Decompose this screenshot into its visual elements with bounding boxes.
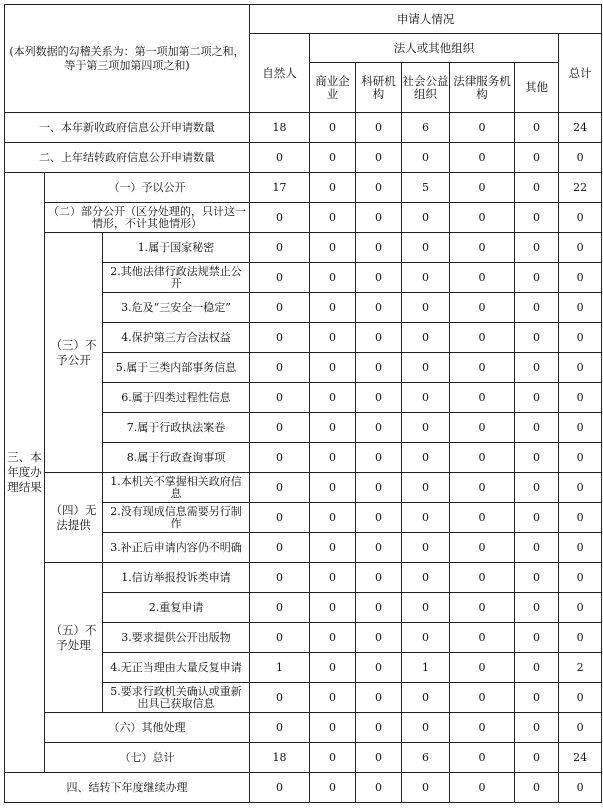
value-cell: 0 (515, 203, 559, 233)
table-row (5, 203, 602, 233)
header-total: 总计 (559, 34, 602, 113)
value-cell: 0 (515, 143, 559, 173)
value-cell: 18 (250, 743, 310, 773)
header-legal-entities: 法人或其他组织 (310, 34, 559, 63)
value-cell: 0 (250, 443, 310, 473)
value-cell: 0 (402, 323, 450, 353)
value-cell: 0 (310, 653, 356, 683)
value-cell: 0 (450, 503, 515, 533)
value-cell: 0 (356, 503, 402, 533)
value-cell: 0 (356, 563, 402, 593)
value-cell: 0 (310, 173, 356, 203)
value-cell: 0 (250, 683, 310, 713)
value-cell: 0 (450, 173, 515, 203)
table-row (5, 743, 602, 773)
value-cell: 0 (356, 173, 402, 203)
value-cell: 0 (515, 743, 559, 773)
value-cell: 0 (559, 293, 602, 323)
value-cell: 0 (559, 563, 602, 593)
value-cell: 17 (250, 173, 310, 203)
value-cell: 0 (559, 413, 602, 443)
table-row (5, 233, 602, 263)
value-cell: 0 (356, 413, 402, 443)
value-cell: 5 (402, 173, 450, 203)
value-cell: 0 (559, 323, 602, 353)
value-cell: 0 (402, 353, 450, 383)
value-cell: 0 (559, 383, 602, 413)
value-cell: 0 (356, 203, 402, 233)
table-row (5, 473, 602, 503)
value-cell: 0 (402, 233, 450, 263)
value-cell: 0 (356, 143, 402, 173)
value-cell: 6 (402, 113, 450, 143)
value-cell: 0 (559, 623, 602, 653)
value-cell: 0 (515, 503, 559, 533)
value-cell: 0 (250, 263, 310, 293)
value-cell: 0 (450, 593, 515, 623)
value-cell: 0 (559, 233, 602, 263)
value-cell: 0 (402, 503, 450, 533)
row-label-not-open-item: 4.保护第三方合法权益 (103, 323, 250, 353)
value-cell: 0 (310, 353, 356, 383)
value-cell: 0 (515, 413, 559, 443)
row-label-open: （一）予以公开 (45, 173, 250, 203)
header-note: (本列数据的勾稽关系为：第一项加第二项之和，等于第三项加第四项之和) (5, 5, 250, 113)
value-cell: 0 (515, 323, 559, 353)
value-cell: 0 (559, 443, 602, 473)
value-cell: 0 (559, 353, 602, 383)
value-cell: 0 (450, 473, 515, 503)
value-cell: 0 (310, 113, 356, 143)
row-label-not-open-item: 1.属于国家秘密 (103, 233, 250, 263)
value-cell: 0 (515, 353, 559, 383)
value-cell: 0 (250, 323, 310, 353)
value-cell: 0 (450, 413, 515, 443)
row-label-unable-item: 1.本机关不掌握相关政府信息 (103, 473, 250, 503)
value-cell: 0 (559, 263, 602, 293)
value-cell: 0 (356, 713, 402, 743)
value-cell: 0 (356, 653, 402, 683)
value-cell: 0 (450, 623, 515, 653)
value-cell: 0 (515, 773, 559, 803)
value-cell: 0 (559, 473, 602, 503)
value-cell: 0 (515, 713, 559, 743)
value-cell: 0 (402, 293, 450, 323)
table-row (5, 173, 602, 203)
value-cell: 6 (402, 743, 450, 773)
value-cell: 0 (250, 563, 310, 593)
value-cell: 0 (310, 413, 356, 443)
value-cell: 0 (402, 383, 450, 413)
value-cell: 0 (402, 533, 450, 563)
header-legal-service: 法律服务机构 (450, 63, 515, 113)
value-cell: 0 (310, 383, 356, 413)
value-cell: 0 (450, 563, 515, 593)
value-cell: 0 (515, 443, 559, 473)
value-cell: 0 (450, 773, 515, 803)
value-cell: 0 (310, 293, 356, 323)
value-cell: 0 (402, 263, 450, 293)
header-commercial: 商业企业 (310, 63, 356, 113)
value-cell: 0 (559, 713, 602, 743)
row-label-carry-forward: 四、结转下年度继续办理 (5, 773, 250, 803)
value-cell: 0 (310, 623, 356, 653)
value-cell: 0 (559, 143, 602, 173)
row-label-partial: （二）部分公开（区分处理的，只计这一情形，不计其他情形） (45, 203, 250, 233)
value-cell: 0 (356, 773, 402, 803)
row-label-carried-over: 二、上年结转政府信息公开申请数量 (5, 143, 250, 173)
value-cell: 0 (402, 683, 450, 713)
value-cell: 0 (559, 533, 602, 563)
value-cell: 1 (250, 653, 310, 683)
value-cell: 0 (356, 473, 402, 503)
group-label-unable: （四）无法提供 (45, 473, 103, 563)
value-cell: 0 (250, 353, 310, 383)
value-cell: 0 (310, 263, 356, 293)
header-natural-person: 自然人 (250, 34, 310, 113)
value-cell: 0 (559, 593, 602, 623)
value-cell: 0 (356, 443, 402, 473)
value-cell: 0 (515, 533, 559, 563)
header-public-welfare: 社会公益组织 (402, 63, 450, 113)
value-cell: 0 (515, 623, 559, 653)
section-label-results: 三、本年度办理结果 (5, 173, 45, 773)
value-cell: 0 (450, 353, 515, 383)
value-cell: 0 (450, 743, 515, 773)
value-cell: 0 (515, 563, 559, 593)
value-cell: 0 (450, 383, 515, 413)
value-cell: 0 (356, 623, 402, 653)
row-label-not-open-item: 2.其他法律行政法规禁止公开 (103, 263, 250, 293)
value-cell: 0 (515, 263, 559, 293)
group-label-not-process: （五）不予处理 (45, 563, 103, 713)
disclosure-stats-table (4, 4, 602, 803)
value-cell: 0 (559, 683, 602, 713)
row-label-not-process-item: 1.信访举报投诉类申请 (103, 563, 250, 593)
value-cell: 0 (310, 203, 356, 233)
row-label-not-process-item: 5.要求行政机关确认或重新出具已获取信息 (103, 683, 250, 713)
value-cell: 22 (559, 173, 602, 203)
value-cell: 0 (450, 443, 515, 473)
value-cell: 0 (356, 263, 402, 293)
value-cell: 0 (450, 203, 515, 233)
value-cell: 0 (250, 473, 310, 503)
value-cell: 0 (515, 473, 559, 503)
value-cell: 0 (250, 713, 310, 743)
row-label-new-requests: 一、本年新收政府信息公开申请数量 (5, 113, 250, 143)
header-research: 科研机构 (356, 63, 402, 113)
value-cell: 0 (402, 773, 450, 803)
value-cell: 0 (310, 563, 356, 593)
value-cell: 0 (250, 533, 310, 563)
value-cell: 0 (310, 233, 356, 263)
value-cell: 0 (515, 653, 559, 683)
value-cell: 0 (450, 533, 515, 563)
value-cell: 0 (250, 503, 310, 533)
value-cell: 0 (450, 713, 515, 743)
row-label-not-open-item: 8.属于行政查询事项 (103, 443, 250, 473)
value-cell: 0 (402, 593, 450, 623)
value-cell: 0 (356, 743, 402, 773)
value-cell: 0 (310, 503, 356, 533)
value-cell: 0 (559, 203, 602, 233)
value-cell: 0 (515, 593, 559, 623)
value-cell: 0 (250, 413, 310, 443)
value-cell: 0 (450, 683, 515, 713)
value-cell: 0 (559, 773, 602, 803)
row-label-total: （七）总计 (45, 743, 250, 773)
value-cell: 0 (356, 113, 402, 143)
row-label-not-open-item: 3.危及“三安全一稳定” (103, 293, 250, 323)
value-cell: 0 (356, 533, 402, 563)
value-cell: 0 (250, 143, 310, 173)
value-cell: 0 (450, 233, 515, 263)
value-cell: 0 (310, 323, 356, 353)
row-label-other-handling: （六）其他处理 (45, 713, 250, 743)
header-applicant-situation: 申请人情况 (250, 5, 602, 34)
value-cell: 0 (402, 713, 450, 743)
value-cell: 0 (356, 593, 402, 623)
row-label-not-open-item: 5.属于三类内部事务信息 (103, 353, 250, 383)
value-cell: 24 (559, 113, 602, 143)
value-cell: 0 (310, 593, 356, 623)
value-cell: 0 (250, 593, 310, 623)
row-label-not-process-item: 2.重复申请 (103, 593, 250, 623)
value-cell: 0 (356, 293, 402, 323)
value-cell: 0 (402, 473, 450, 503)
value-cell: 0 (250, 623, 310, 653)
value-cell: 0 (402, 563, 450, 593)
value-cell: 0 (515, 293, 559, 323)
value-cell: 0 (356, 323, 402, 353)
value-cell: 0 (356, 353, 402, 383)
value-cell: 0 (515, 383, 559, 413)
value-cell: 0 (450, 113, 515, 143)
value-cell: 0 (515, 173, 559, 203)
group-label-not-open: （三）不予公开 (45, 233, 103, 473)
value-cell: 0 (250, 383, 310, 413)
value-cell: 0 (310, 773, 356, 803)
table-row (5, 713, 602, 743)
value-cell: 0 (250, 203, 310, 233)
table-row (5, 773, 602, 803)
table-row (5, 113, 602, 143)
value-cell: 0 (356, 233, 402, 263)
value-cell: 0 (310, 443, 356, 473)
value-cell: 0 (515, 233, 559, 263)
value-cell: 0 (515, 683, 559, 713)
row-label-not-open-item: 6.属于四类过程性信息 (103, 383, 250, 413)
value-cell: 0 (356, 383, 402, 413)
value-cell: 0 (402, 143, 450, 173)
value-cell: 0 (310, 713, 356, 743)
value-cell: 0 (450, 653, 515, 683)
value-cell: 0 (450, 143, 515, 173)
value-cell: 0 (402, 623, 450, 653)
row-label-not-process-item: 3.要求提供公开出版物 (103, 623, 250, 653)
table-row (5, 563, 602, 593)
row-label-unable-item: 2.没有现成信息需要另行制作 (103, 503, 250, 533)
value-cell: 2 (559, 653, 602, 683)
value-cell: 0 (515, 113, 559, 143)
value-cell: 0 (250, 773, 310, 803)
value-cell: 0 (310, 533, 356, 563)
value-cell: 0 (450, 263, 515, 293)
value-cell: 0 (310, 473, 356, 503)
value-cell: 0 (402, 443, 450, 473)
row-label-unable-item: 3.补正后申请内容仍不明确 (103, 533, 250, 563)
value-cell: 0 (310, 743, 356, 773)
value-cell: 0 (402, 203, 450, 233)
value-cell: 0 (250, 233, 310, 263)
value-cell: 18 (250, 113, 310, 143)
value-cell: 0 (310, 143, 356, 173)
value-cell: 0 (402, 413, 450, 443)
value-cell: 0 (559, 503, 602, 533)
value-cell: 0 (250, 293, 310, 323)
value-cell: 0 (450, 323, 515, 353)
table-row (5, 143, 602, 173)
value-cell: 1 (402, 653, 450, 683)
value-cell: 0 (450, 293, 515, 323)
value-cell: 0 (356, 683, 402, 713)
value-cell: 24 (559, 743, 602, 773)
row-label-not-open-item: 7.属于行政执法案卷 (103, 413, 250, 443)
row-label-not-process-item: 4.无正当理由大量反复申请 (103, 653, 250, 683)
header-other: 其他 (515, 63, 559, 113)
value-cell: 0 (310, 683, 356, 713)
